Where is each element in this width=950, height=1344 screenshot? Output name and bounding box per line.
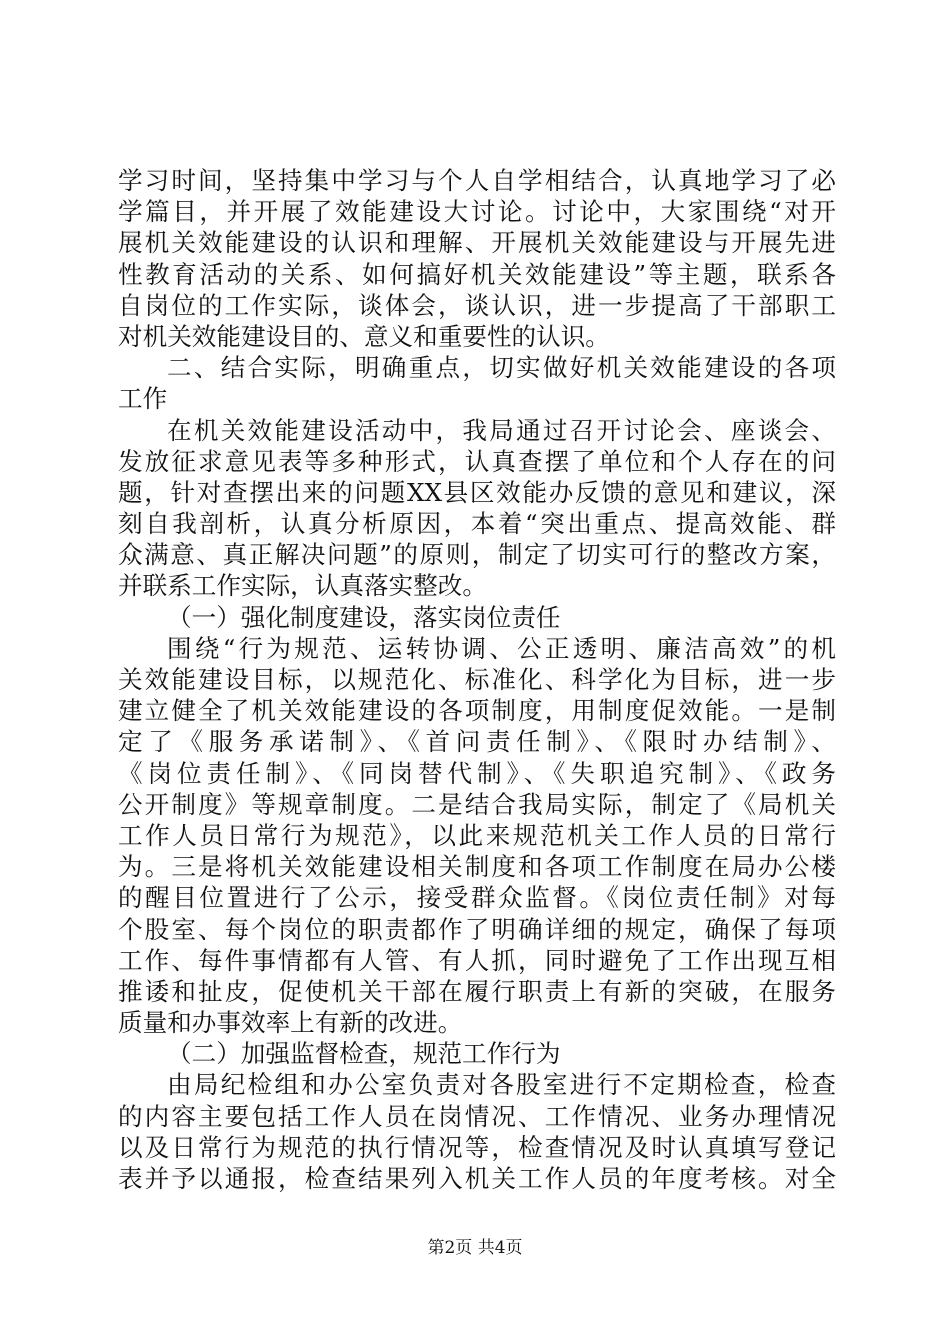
text-line: 建立健全了机关效能建设的各项制度，用制度促效能。一是制 [118,696,836,726]
text-line: 个股室、每个岗位的职责都作了明确详细的规定，确保了每项 [118,914,836,944]
text-line: 工作、每件事情都有人管、有人抓，同时避免了工作出现互相 [118,945,836,975]
text-line: 的醒目位置进行了公示，接受群众监督。《岗位责任制》对每 [118,883,836,913]
text-line: 关效能建设目标，以规范化、标准化、科学化为目标，进一步 [118,665,836,694]
text-line: 质量和办事效率上有新的改进。 [118,1008,463,1038]
text-line: 公开制度》等规章制度。二是结合我局实际，制定了《局机关 [118,789,836,819]
text-line: 展机关效能建设的认识和理解、开展机关效能建设与开展先进 [118,228,836,258]
text-line: 表并予以通报，检查结果列入机关工作人员的年度考核。对全 [118,1164,836,1193]
text-line: 定了《服务承诺制》、《首问责任制》、《限时办结制》、 [118,727,836,757]
text-line: 自岗位的工作实际，谈体会，谈认识，进一步提高了干部职工 [118,290,836,320]
text-line: 以及日常行为规范的执行情况等，检查情况及时认真填写登记 [118,1132,836,1162]
text-line: （一）强化制度建设，落实岗位责任 [167,602,561,632]
text-line: 学习时间，坚持集中学习与个人自学相结合，认真地学习了必 [118,166,836,195]
text-line: 工作人员日常行为规范》，以此来规范机关工作人员的日常行 [118,820,836,850]
text-line: 发放征求意见表等多种形式，认真查摆了单位和个人存在的问 [118,446,836,476]
text-line: 的内容主要包括工作人员在岗情况、工作情况、业务办理情况 [118,1101,836,1131]
text-line: 在机关效能建设活动中，我局通过召开讨论会、座谈会、 [167,415,836,445]
text-line: （二）加强监督检查，规范工作行为 [167,1039,561,1069]
text-line: 性教育活动的关系、如何搞好机关效能建设”等主题，联系各 [118,259,836,289]
text-line: 学篇目，并开展了效能建设大讨论。讨论中，大家围绕“对开 [118,197,836,227]
text-line: 二、结合实际，明确重点，切实做好机关效能建设的各项 [167,353,836,383]
text-line: 并联系工作实际，认真落实整改。 [118,571,487,601]
page-footer: 第2页 共4页 [427,1238,523,1258]
text-line: 工作 [118,384,168,414]
text-line: 为。三是将机关效能建设相关制度和各项工作制度在局办公楼 [118,852,836,882]
text-line: 《岗位责任制》、《同岗替代制》、《失职追究制》、《政务 [118,758,836,788]
text-line: 推诿和扯皮，促使机关干部在履行职责上有新的突破，在服务 [118,976,836,1006]
text-line: 对机关效能建设目的、意义和重要性的认识。 [118,321,610,351]
text-line: 题，针对查摆出来的问题XX县区效能办反馈的意见和建议，深 [118,477,836,507]
text-line: 众满意、真正解决问题”的原则，制定了切实可行的整改方案， [118,540,836,570]
text-line: 由局纪检组和办公室负责对各股室进行不定期检查，检查 [167,1070,836,1100]
text-line: 刻自我剖析，认真分析原因，本着“突出重点、提高效能、群 [118,509,836,539]
text-line: 围绕“行为规范、运转协调、公正透明、廉洁高效”的机 [167,633,836,663]
body-text [118,165,836,1194]
